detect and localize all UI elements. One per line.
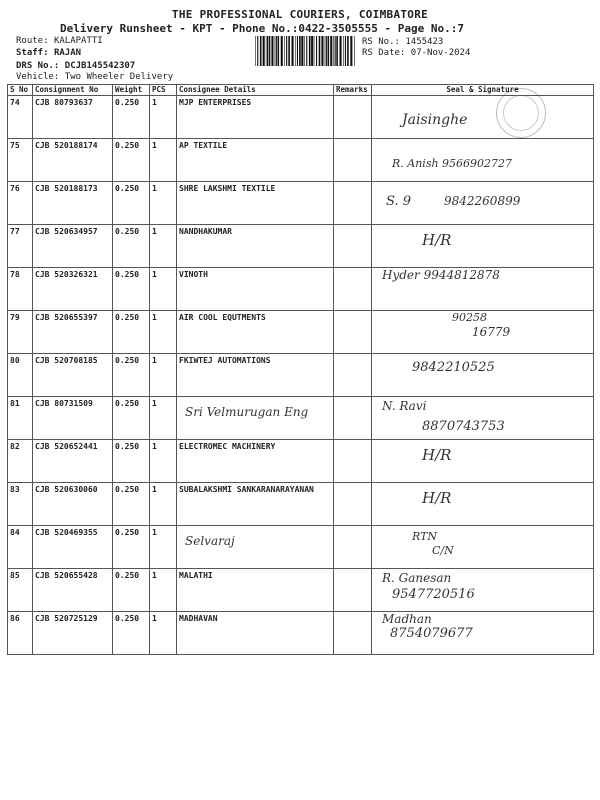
cell-consignment-no: CJB 520469355 (33, 526, 113, 569)
barcode-bar (309, 36, 311, 66)
barcode-bar (343, 36, 344, 66)
table-row (8, 397, 594, 440)
table-row (8, 440, 594, 483)
barcode-bar (281, 36, 283, 66)
barcode (255, 36, 355, 66)
cell-consignee (177, 397, 334, 440)
table-row (8, 268, 594, 311)
handwritten-signature: H/R (422, 446, 452, 464)
cell-pcs: 1 (150, 182, 177, 225)
cell-weight: 0.250 (113, 354, 150, 397)
barcode-bar (260, 36, 262, 66)
barcode-bar (354, 36, 355, 66)
table-row (8, 182, 594, 225)
table-row (8, 139, 594, 182)
cell-pcs: 1 (150, 311, 177, 354)
cell-sno: 86 (8, 612, 33, 655)
route-label: Route: (16, 36, 49, 46)
cell-weight: 0.250 (113, 526, 150, 569)
cell-signature (372, 612, 594, 655)
handwritten-signature: R. Ganesan (382, 571, 452, 585)
handwritten-signature: Hyder 9944812878 (382, 268, 500, 282)
drs-label: DRS No.: (16, 61, 60, 71)
cell-remarks (334, 268, 372, 311)
barcode-bar (350, 36, 352, 66)
company-title: THE PROFESSIONAL COURIERS, COIMBATORE (171, 8, 429, 21)
barcode-bar (263, 36, 265, 66)
cell-signature (372, 397, 594, 440)
cell-signature (372, 483, 594, 526)
barcode-bar (345, 36, 346, 66)
cell-signature (372, 225, 594, 268)
cell-consignee: MJP ENTERPRISES (177, 96, 334, 139)
cell-pcs: 1 (150, 225, 177, 268)
barcode-bar (288, 36, 290, 66)
cell-remarks (334, 397, 372, 440)
cell-signature (372, 182, 594, 225)
barcode-bar (295, 36, 296, 66)
cell-remarks (334, 311, 372, 354)
drs-line (16, 61, 135, 71)
barcode-bar (255, 36, 256, 66)
cell-pcs: 1 (150, 96, 177, 139)
handwritten-consignee: Sri Velmurugan Eng (185, 405, 309, 419)
cell-consignment-no: CJB 520188174 (33, 139, 113, 182)
table-row (8, 354, 594, 397)
header-weight: Weight (113, 85, 150, 96)
route-line (16, 36, 103, 46)
table-row (8, 225, 594, 268)
barcode-bar (311, 36, 313, 66)
cell-consignee: FKIWTEJ AUTOMATIONS (177, 354, 334, 397)
cell-pcs: 1 (150, 268, 177, 311)
barcode-bar (319, 36, 321, 66)
cell-consignment-no: CJB 520188173 (33, 182, 113, 225)
cell-consignee: AIR COOL EQUTMENTS (177, 311, 334, 354)
rs-date-label: RS Date: (362, 48, 406, 58)
cell-sno: 79 (8, 311, 33, 354)
barcode-bar (297, 36, 298, 66)
cell-consignment-no: CJB 520655428 (33, 569, 113, 612)
cell-consignee: ELECTROMEC MACHINERY (177, 440, 334, 483)
cell-pcs: 1 (150, 483, 177, 526)
barcode-bar (257, 36, 258, 66)
cell-weight: 0.250 (113, 311, 150, 354)
table-row (8, 311, 594, 354)
cell-remarks (334, 96, 372, 139)
table-header-row (8, 85, 594, 96)
table-row (8, 96, 594, 139)
handwritten-signature: 90258 (452, 311, 487, 324)
cell-consignment-no: CJB 80731509 (33, 397, 113, 440)
barcode-bar (333, 36, 334, 66)
cell-pcs: 1 (150, 526, 177, 569)
barcode-bar (292, 36, 294, 66)
rs-no-value: 1455423 (405, 37, 444, 47)
barcode-bar (284, 36, 285, 66)
barcode-bar (340, 36, 342, 66)
cell-sno: 82 (8, 440, 33, 483)
route-value: KALAPATTI (53, 36, 103, 46)
vehicle-line (16, 72, 173, 82)
cell-consignment-no: CJB 520326321 (33, 268, 113, 311)
cell-remarks (334, 526, 372, 569)
barcode-bar (330, 36, 332, 66)
table-row (8, 483, 594, 526)
cell-pcs: 1 (150, 139, 177, 182)
cell-pcs: 1 (150, 440, 177, 483)
handwritten-signature: S. 9 (386, 194, 411, 209)
cell-remarks (334, 182, 372, 225)
cell-consignee: NANDHAKUMAR (177, 225, 334, 268)
handwritten-phone: 9842260899 (444, 194, 521, 208)
cell-weight: 0.250 (113, 225, 150, 268)
cell-pcs: 1 (150, 354, 177, 397)
barcode-bar (328, 36, 330, 66)
cell-remarks (334, 569, 372, 612)
handwritten-signature: Madhan (382, 612, 432, 626)
cell-sno: 78 (8, 268, 33, 311)
barcode-bar (301, 36, 303, 66)
cell-weight: 0.250 (113, 397, 150, 440)
handwritten-signature: R. Anish 9566902727 (392, 157, 513, 170)
cell-sno: 85 (8, 569, 33, 612)
handwritten-phone: C/N (432, 544, 454, 557)
cell-consignee: MALATHI (177, 569, 334, 612)
cell-consignment-no: CJB 520725129 (33, 612, 113, 655)
cell-weight: 0.250 (113, 612, 150, 655)
cell-remarks (334, 440, 372, 483)
cell-signature (372, 268, 594, 311)
table-row (8, 526, 594, 569)
cell-consignee: SHRE LAKSHMI TEXTILE (177, 182, 334, 225)
handwritten-phone: 9547720516 (392, 587, 475, 602)
barcode-bar (266, 36, 267, 66)
barcode-bar (278, 36, 280, 66)
barcode-bar (336, 36, 338, 66)
barcode-bar (275, 36, 276, 66)
barcode-bar (286, 36, 287, 66)
handwritten-signature: H/R (422, 231, 452, 249)
table-row (8, 612, 594, 655)
cell-sno: 84 (8, 526, 33, 569)
header-seal-signature: Seal & Signature (372, 85, 594, 96)
barcode-bar (347, 36, 349, 66)
barcode-bar (299, 36, 301, 66)
cell-weight: 0.250 (113, 182, 150, 225)
cell-sno: 74 (8, 96, 33, 139)
barcode-bar (269, 36, 271, 66)
cell-weight: 0.250 (113, 268, 150, 311)
rs-no-line (362, 37, 443, 47)
cell-sno: 76 (8, 182, 33, 225)
cell-remarks (334, 612, 372, 655)
cell-consignment-no: CJB 520652441 (33, 440, 113, 483)
cell-sno: 81 (8, 397, 33, 440)
handwritten-consignee: Selvaraj (185, 534, 235, 548)
cell-consignment-no: CJB 520634957 (33, 225, 113, 268)
cell-pcs: 1 (150, 612, 177, 655)
rs-no-label: RS No.: (362, 37, 400, 47)
cell-weight: 0.250 (113, 139, 150, 182)
header-consignee-details: Consignee Details (177, 85, 334, 96)
cell-weight: 0.250 (113, 483, 150, 526)
table-row (8, 569, 594, 612)
cell-pcs: 1 (150, 569, 177, 612)
cell-signature (372, 139, 594, 182)
cell-consignee (177, 526, 334, 569)
cell-consignment-no: CJB 520708185 (33, 354, 113, 397)
header-remarks: Remarks (334, 85, 372, 96)
handwritten-phone: 8870743753 (422, 419, 505, 434)
cell-consignment-no: CJB 520630060 (33, 483, 113, 526)
cell-consignee: MADHAVAN (177, 612, 334, 655)
barcode-bar (306, 36, 307, 66)
barcode-bar (304, 36, 305, 66)
staff-line (16, 48, 81, 58)
cell-remarks (334, 139, 372, 182)
cell-signature (372, 569, 594, 612)
barcode-bar (267, 36, 268, 66)
cell-weight: 0.250 (113, 569, 150, 612)
cell-consignee: VINOTH (177, 268, 334, 311)
header-sno: S No (8, 85, 33, 96)
staff-value: RAJAN (53, 48, 82, 58)
cell-pcs: 1 (150, 397, 177, 440)
barcode-bar (271, 36, 273, 66)
barcode-bar (276, 36, 277, 66)
rs-date-value: 07-Nov-2024 (410, 48, 471, 58)
barcode-bar (326, 36, 327, 66)
cell-sno: 83 (8, 483, 33, 526)
cell-signature (372, 440, 594, 483)
cell-signature (372, 311, 594, 354)
rs-date-line (362, 48, 470, 58)
handwritten-phone: 16779 (472, 325, 511, 339)
staff-label: Staff: (16, 48, 49, 58)
cell-consignment-no: CJB 80793637 (33, 96, 113, 139)
handwritten-signature: RTN (412, 530, 438, 543)
cell-remarks (334, 225, 372, 268)
handwritten-signature: 9842210525 (412, 360, 495, 375)
header-consignment-no: Consignment No (33, 85, 113, 96)
barcode-bar (321, 36, 323, 66)
handwritten-signature: N. Ravi (382, 399, 427, 413)
vehicle-value: Two Wheeler Delivery (64, 72, 174, 82)
barcode-bar (314, 36, 315, 66)
cell-signature (372, 354, 594, 397)
runsheet-table (7, 84, 594, 655)
cell-weight: 0.250 (113, 440, 150, 483)
vehicle-label: Vehicle: (16, 72, 60, 82)
cell-sno: 77 (8, 225, 33, 268)
cell-remarks (334, 483, 372, 526)
cell-sno: 75 (8, 139, 33, 182)
header-pcs: PCS (150, 85, 177, 96)
cell-signature (372, 526, 594, 569)
cell-signature (372, 96, 594, 139)
barcode-bar (335, 36, 336, 66)
cell-consignee: AP TEXTILE (177, 139, 334, 182)
cell-consignee: SUBALAKSHMI SANKARANARAYANAN (177, 483, 334, 526)
cell-consignment-no: CJB 520655397 (33, 311, 113, 354)
cell-weight: 0.250 (113, 96, 150, 139)
cell-remarks (334, 354, 372, 397)
barcode-bar (325, 36, 326, 66)
runsheet-subtitle: Delivery Runsheet - KPT - Phone No.:0422-3505555 - Page No.:7 (60, 22, 464, 35)
handwritten-signature: H/R (422, 489, 452, 507)
handwritten-phone: 8754079677 (390, 626, 473, 641)
cell-sno: 80 (8, 354, 33, 397)
handwritten-signature: Jaisinghe (402, 112, 468, 128)
barcode-bar (316, 36, 317, 66)
drs-value: DCJB145542307 (64, 61, 136, 71)
